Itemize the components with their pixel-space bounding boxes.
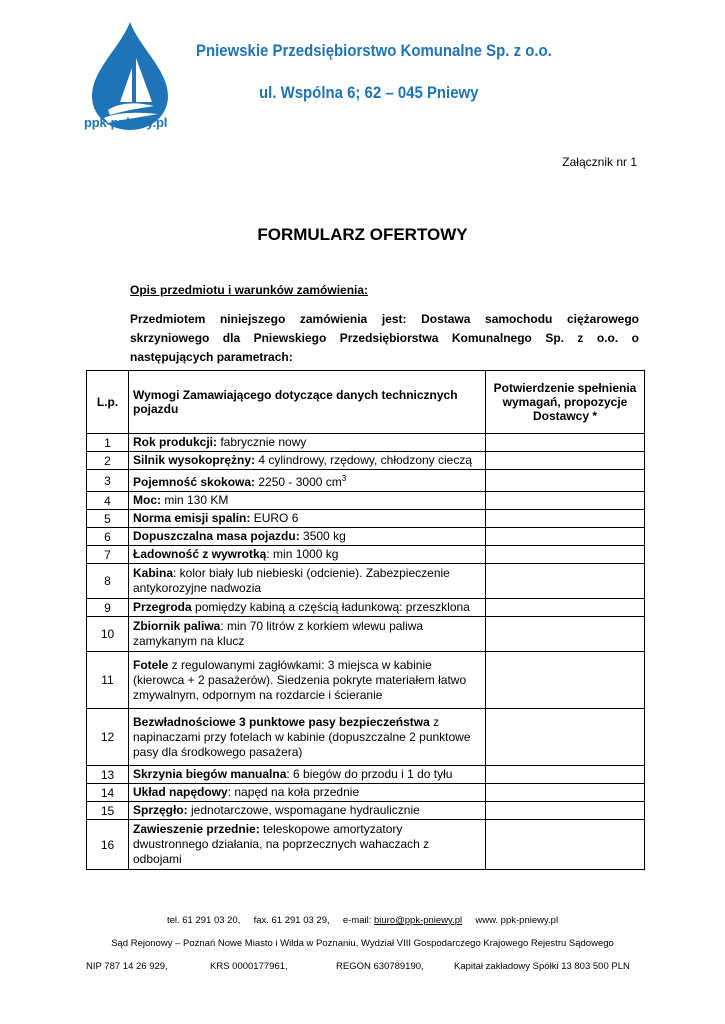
company-address: ul. Wspólna 6; 62 – 045 Pniewy [259,83,479,102]
requirement-text: : 6 biegów do przodu i 1 do tyłu [286,767,453,781]
requirement-label: Ładowność z wywrotką [133,547,267,561]
table-row [87,652,645,709]
table-row [87,434,645,452]
requirement-text: z regulowanymi zagłówkami: 3 miejsca w kabinie (kierowca + 2 pasażerów). Siedzenia pokryte materiałem łatwo zmywalnym, odpornym na rozdarcie i ścieranie [133,657,467,702]
requirement-text: : min 70 litrów z korkiem wlewu paliwa zamykanym na klucz [133,619,424,648]
requirement-superscript: 3 [341,474,347,483]
table-row [87,564,645,599]
row-confirmation-cell[interactable] [486,564,645,599]
row-requirement [129,766,486,784]
requirement-text: : napęd na koła przednie [227,785,360,799]
requirement-text: teleskopowe amortyzatory dwustronnego działania, na poprzecznych wahaczach z odbojami [133,822,430,866]
logo-text: ppk-pniewy.pl [84,115,168,130]
row-requirement [129,528,486,546]
requirement-text: min 130 KM [161,493,229,507]
table-row [87,528,645,546]
requirement-label: Skrzynia biegów manualna [133,767,287,781]
form-title: FORMULARZ OFERTOWY [257,225,468,244]
footer-contact [0,915,725,926]
footer-email-link[interactable]: biuro@ppk-pniewy.pl [373,915,463,926]
row-number: 13 [87,766,129,784]
footer-krs: KRS 0000177961, [210,961,288,972]
row-confirmation-cell[interactable] [486,709,645,766]
header-confirmation: Potwierdzenie spełnienia wymagań, propozycje Dostawcy * [486,371,645,434]
row-requirement [129,617,486,652]
row-number: 12 [87,709,129,766]
row-requirement [129,492,486,510]
row-requirement [129,564,486,599]
row-confirmation-cell[interactable] [486,617,645,652]
table-row [87,784,645,802]
table-header-row [87,371,645,434]
requirement-label: Sprzęgło: [133,803,188,817]
row-confirmation-cell[interactable] [486,492,645,510]
table-row [87,709,645,766]
row-confirmation-cell[interactable] [486,784,645,802]
footer-capital: Kapitał zakładowy Spółki 13 803 500 PLN [454,961,630,972]
footer-nip: NIP 787 14 26 929, [86,961,168,972]
requirement-text: fabrycznie nowy [217,435,307,449]
row-confirmation-cell[interactable] [486,470,645,492]
table-row [87,492,645,510]
footer-regon: REGON 630789190, [336,961,424,972]
row-number: 6 [87,528,129,546]
row-confirmation-cell[interactable] [486,510,645,528]
row-requirement [129,802,486,820]
row-requirement [129,599,486,617]
requirement-text: jednotarczowe, wspomagane hydraulicznie [187,803,420,817]
row-number: 3 [87,470,129,492]
specification-table-body [87,434,645,870]
footer-website: www. ppk-pniewy.pl [475,915,559,926]
description-heading-colon: : [364,283,369,297]
requirement-text: 2250 - 3000 cm [255,475,342,489]
requirement-label: Norma emisji spalin: [133,511,251,525]
footer-fax: fax. 61 291 03 29, [253,915,330,926]
requirement-label: Układ napędowy [133,785,228,799]
row-confirmation-cell[interactable] [486,802,645,820]
row-number: 7 [87,546,129,564]
requirement-text: 4 cylindrowy, rzędowy, chłodzony cieczą [255,453,473,467]
requirement-label: Przegroda [133,600,192,614]
row-requirement [129,652,486,709]
row-confirmation-cell[interactable] [486,652,645,709]
row-confirmation-cell[interactable] [486,546,645,564]
row-confirmation-cell[interactable] [486,528,645,546]
description-heading-text: Opis przedmiotu i warunków zamówienia [130,283,365,297]
description-heading [130,283,368,297]
footer-ids [86,961,630,972]
description-text: Przedmiotem niniejszego zamówienia jest: Dostawa samochodu ciężarowego skrzyniowego dla Pniewskiego Przedsiębiorstwa Komunalnego Sp. z o.o. o następujących parametrach: [130,312,639,364]
row-confirmation-cell[interactable] [486,452,645,470]
requirement-label: Bezwładnościowe 3 punktowe pasy bezpieczeństwa [133,714,430,729]
row-number: 10 [87,617,129,652]
row-requirement [129,452,486,470]
requirement-label: Moc: [133,493,161,507]
footer-phone: tel. 61 291 03 20, [166,915,241,926]
row-number: 11 [87,652,129,709]
row-number: 1 [87,434,129,452]
table-row [87,546,645,564]
attachment-label: Załącznik nr 1 [562,155,637,169]
requirement-text: : kolor biały lub niebieski (odcienie). Zabezpieczenie antykorozyjne nadwozia [133,566,450,595]
header-requirements: Wymogi Zamawiającego dotyczące danych technicznych pojazdu [129,371,486,434]
requirement-label: Dopuszczalna masa pojazdu: [133,529,300,543]
table-row [87,820,645,870]
row-requirement [129,470,486,492]
row-number: 15 [87,802,129,820]
row-requirement [129,546,486,564]
row-confirmation-cell[interactable] [486,434,645,452]
requirement-label: Zbiornik paliwa [133,619,221,633]
table-row [87,470,645,492]
requirement-label: Fotele [133,657,169,672]
row-number: 14 [87,784,129,802]
row-number: 9 [87,599,129,617]
requirement-text: z napinaczami przy fotelach w kabinie (dopuszczalne 2 punktowe pasy dla środkowego pasażera) [133,714,471,759]
table-row [87,599,645,617]
row-requirement [129,709,486,766]
footer-email-label: e-mail: [342,915,372,926]
requirement-label: Pojemność skokowa: [133,475,256,489]
requirement-text: : min 1000 kg [266,547,339,561]
requirement-text: pomiędzy kabiną a częścią ładunkową: przeszklona [191,600,470,614]
requirement-label: Zawieszenie przednie: [133,822,260,836]
requirement-label: Kabina [133,566,174,580]
requirement-text: EURO 6 [250,511,299,525]
company-name: Pniewskie Przedsiębiorstwo Komunalne Sp. z o.o. [196,41,552,60]
requirement-text: 3500 kg [299,529,346,543]
row-requirement [129,820,486,870]
row-requirement [129,510,486,528]
row-confirmation-cell[interactable] [486,820,645,870]
table-row [87,766,645,784]
table-row [87,452,645,470]
row-number: 8 [87,564,129,599]
requirement-label: Rok produkcji: [133,435,218,449]
table-row [87,802,645,820]
row-number: 2 [87,452,129,470]
footer-court: Sąd Rejonowy – Poznań Nowe Miasto i Wilda w Poznaniu, Wydział VIII Gospodarczego Krajowego Rejestru Sądowego [111,938,614,949]
row-confirmation-cell[interactable] [486,766,645,784]
specification-table [86,370,645,870]
table-row [87,617,645,652]
table-row [87,510,645,528]
header-lp: L.p. [87,371,129,434]
row-confirmation-cell[interactable] [486,599,645,617]
row-requirement [129,434,486,452]
requirement-label: Silnik wysokoprężny: [133,453,256,467]
row-requirement [129,784,486,802]
row-number: 5 [87,510,129,528]
row-number: 16 [87,820,129,870]
row-number: 4 [87,492,129,510]
